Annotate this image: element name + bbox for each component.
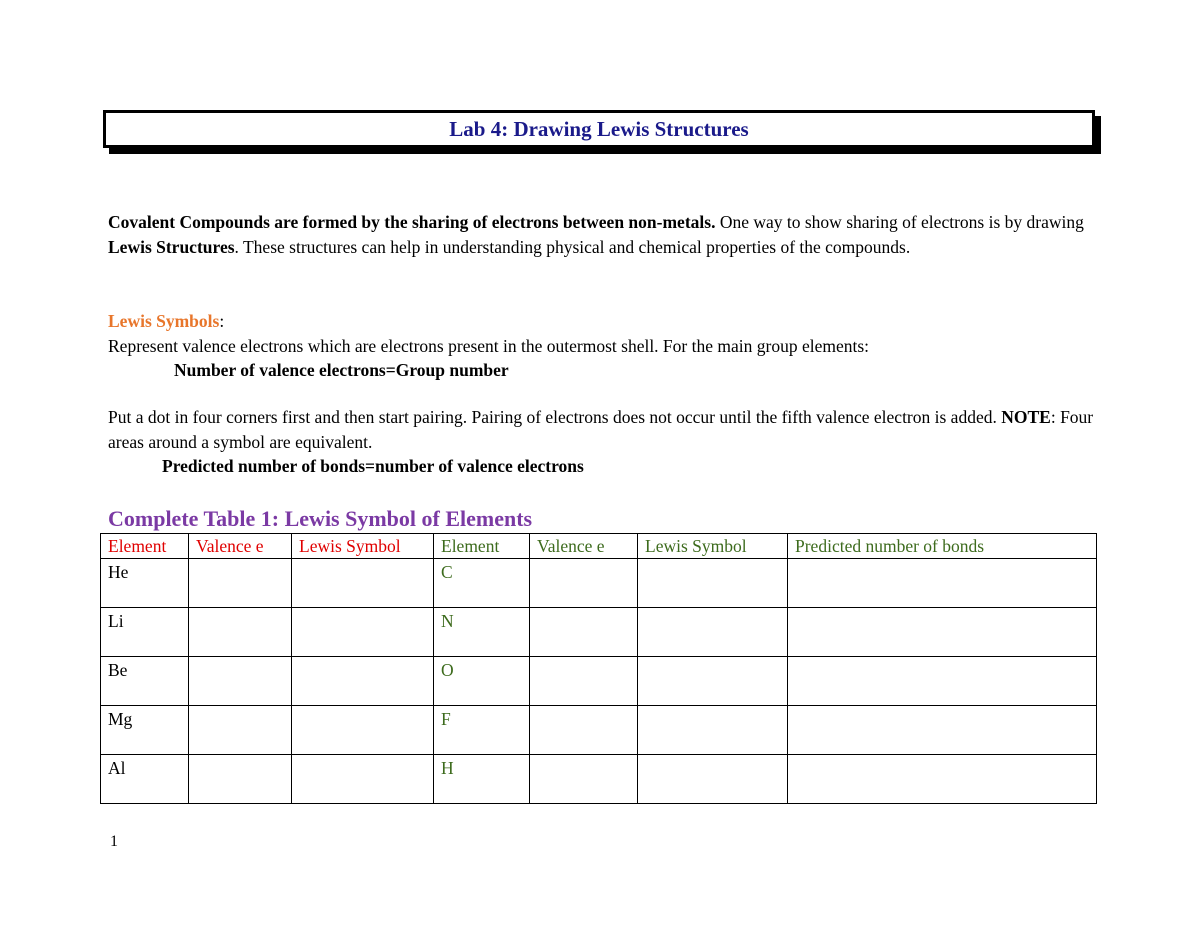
cell-element: C (434, 559, 530, 608)
cell-predicted-bonds[interactable] (788, 755, 1097, 804)
valence-rule: Number of valence electrons=Group number (174, 360, 509, 380)
header-element-2: Element (434, 534, 530, 559)
pairing-section (108, 405, 1108, 479)
cell-valence[interactable] (530, 657, 638, 706)
lewis-symbol-table (100, 533, 1097, 804)
lewis-symbols-description: Represent valence electrons which are electrons present in the outermost shell. For the main group elements: (108, 335, 870, 356)
cell-predicted-bonds[interactable] (788, 706, 1097, 755)
cell-valence[interactable] (189, 706, 292, 755)
cell-predicted-bonds[interactable] (788, 657, 1097, 706)
header-lewis-symbol-1: Lewis Symbol (292, 534, 434, 559)
cell-valence[interactable] (530, 559, 638, 608)
header-valence-2: Valence e (530, 534, 638, 559)
intro-text-1: One way to show sharing of electrons is by drawing (715, 212, 1084, 232)
page-title: Lab 4: Drawing Lewis Structures (449, 116, 749, 141)
intro-text-2: . These structures can help in understanding physical and chemical properties of the compounds. (234, 236, 911, 257)
header-element-1: Element (101, 534, 189, 559)
cell-lewis-symbol[interactable] (292, 706, 434, 755)
header-valence-1: Valence e (189, 534, 292, 559)
cell-valence[interactable] (189, 608, 292, 657)
cell-lewis-symbol[interactable] (292, 608, 434, 657)
cell-valence[interactable] (189, 559, 292, 608)
table-title: Complete Table 1: Lewis Symbol of Elements (108, 506, 533, 531)
pairing-text-1: Put a dot in four corners first and then start pairing. Pairing of electrons does not occur until the fifth valence electron is added. (108, 407, 1002, 427)
cell-element: He (101, 559, 189, 608)
cell-element: Al (101, 755, 189, 804)
cell-element: F (434, 706, 530, 755)
cell-valence[interactable] (189, 755, 292, 804)
intro-bold-term: Lewis Structures (108, 236, 235, 257)
cell-lewis-symbol[interactable] (638, 559, 788, 608)
cell-element: O (434, 657, 530, 706)
lewis-symbols-colon: : (219, 311, 225, 331)
intro-paragraph (108, 210, 1108, 259)
table-row (101, 657, 1097, 706)
title-box (103, 110, 1095, 148)
cell-element: Li (101, 608, 189, 657)
table-row (101, 559, 1097, 608)
table-row (101, 706, 1097, 755)
cell-element: Mg (101, 706, 189, 755)
cell-valence[interactable] (530, 706, 638, 755)
cell-valence[interactable] (530, 755, 638, 804)
cell-element: N (434, 608, 530, 657)
note-label: NOTE (1001, 407, 1051, 427)
table-row (101, 755, 1097, 804)
cell-lewis-symbol[interactable] (638, 608, 788, 657)
header-predicted-bonds: Predicted number of bonds (788, 534, 1097, 559)
lewis-symbols-heading: Lewis Symbols (108, 311, 220, 331)
cell-lewis-symbol[interactable] (292, 657, 434, 706)
cell-lewis-symbol[interactable] (638, 755, 788, 804)
cell-lewis-symbol[interactable] (292, 559, 434, 608)
header-lewis-symbol-2: Lewis Symbol (638, 534, 788, 559)
page-number: 1 (110, 833, 118, 850)
cell-element: H (434, 755, 530, 804)
cell-valence[interactable] (530, 608, 638, 657)
pairing-text-2: : Four areas around a symbol are equivalent. (108, 407, 1094, 452)
intro-bold-lead: Covalent Compounds are formed by the sharing of electrons between non-metals. (108, 212, 716, 232)
cell-element: Be (101, 657, 189, 706)
bonds-rule: Predicted number of bonds=number of valence electrons (162, 456, 584, 476)
cell-predicted-bonds[interactable] (788, 559, 1097, 608)
cell-predicted-bonds[interactable] (788, 608, 1097, 657)
cell-valence[interactable] (189, 657, 292, 706)
cell-lewis-symbol[interactable] (292, 755, 434, 804)
lewis-symbols-section (108, 309, 1108, 383)
cell-lewis-symbol[interactable] (638, 706, 788, 755)
cell-lewis-symbol[interactable] (638, 657, 788, 706)
table-header-row (101, 534, 1097, 559)
table-row (101, 608, 1097, 657)
